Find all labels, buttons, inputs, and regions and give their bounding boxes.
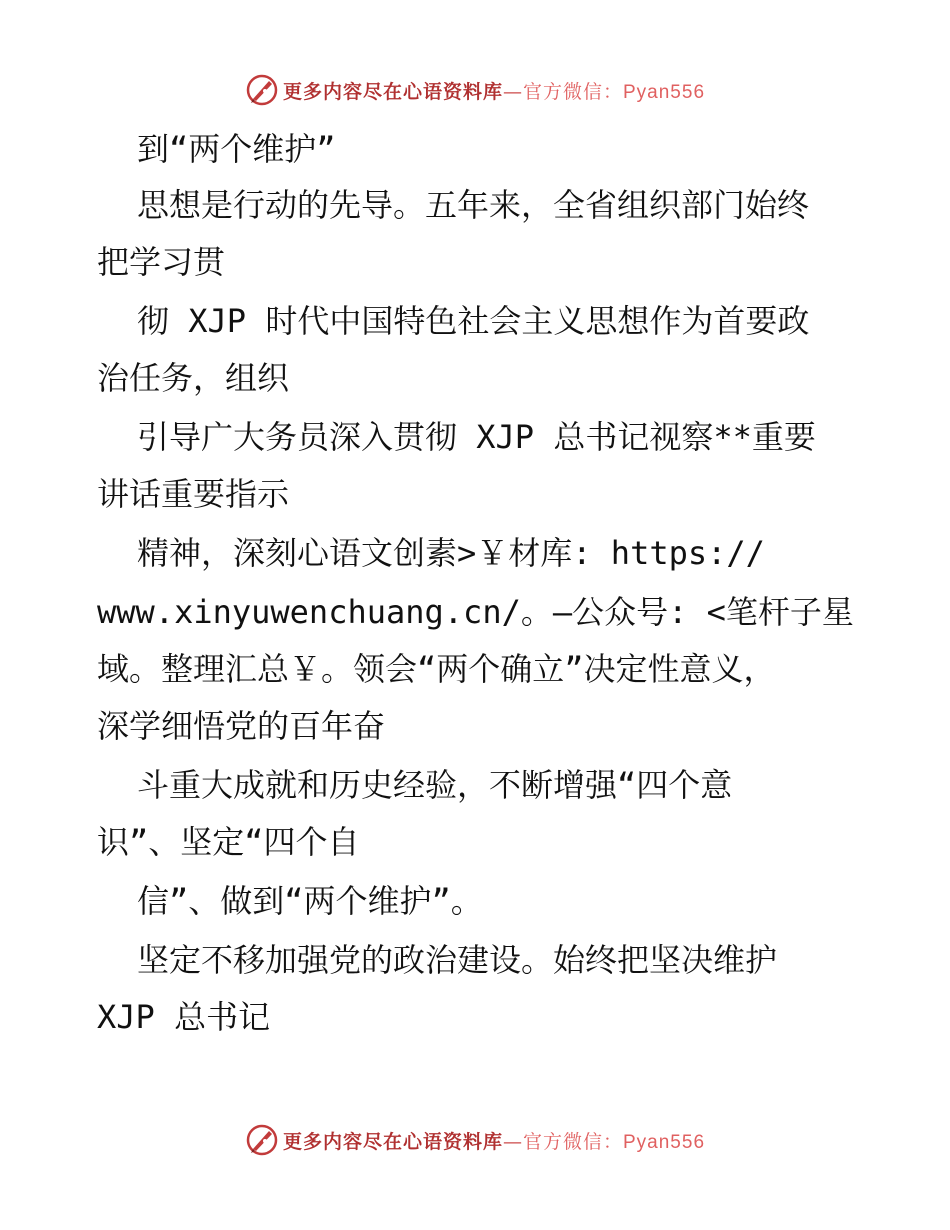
text-line: 精神，深刻心语文创素>￥材库: https:// [137,534,765,572]
text-line: 域。整理汇总￥。领会“两个确立”决定性意义， [97,650,776,688]
footer-contact-text: 官方微信：Pyan556 [523,1131,706,1153]
text-line: 到“两个维护” [137,130,336,168]
text-line: 坚定不移加强党的政治建设。始终把坚决维护 [137,941,778,979]
text-line: 深学细悟党的百年奋 [97,707,386,745]
text-line: 讲话重要指示 [97,475,290,513]
text-line: 识”、坚定“四个自 [97,823,360,861]
footer-dash: — [503,1130,523,1153]
footer-watermark [0,1120,950,1160]
header-brand-text: 更多内容尽在心语资料库 [282,80,503,103]
header-contact-text: 官方微信：Pyan556 [523,81,706,103]
header-dash: — [503,80,523,103]
footer-brand-text: 更多内容尽在心语资料库 [282,1130,503,1153]
text-line: 把学习贯 [97,243,226,281]
text-line: XJP 总书记 [97,998,271,1036]
text-line: 治任务，组织 [97,359,290,397]
text-line: www.xinyuwenchuang.cn/。—公众号: <笔杆子星 [97,593,854,631]
text-line: 信”、做到“两个维护”。 [137,882,483,920]
text-line: 引导广大务员深入贯彻 XJP 总书记视察**重要 [137,418,816,456]
text-line: 思想是行动的先导。五年来，全省组织部门始终 [137,186,810,224]
text-line: 彻 XJP 时代中国特色社会主义思想作为首要政 [137,302,810,340]
quill-pen-logo-icon [245,1123,279,1157]
text-line: 斗重大成就和历史经验，不断增强“四个意 [137,766,733,804]
